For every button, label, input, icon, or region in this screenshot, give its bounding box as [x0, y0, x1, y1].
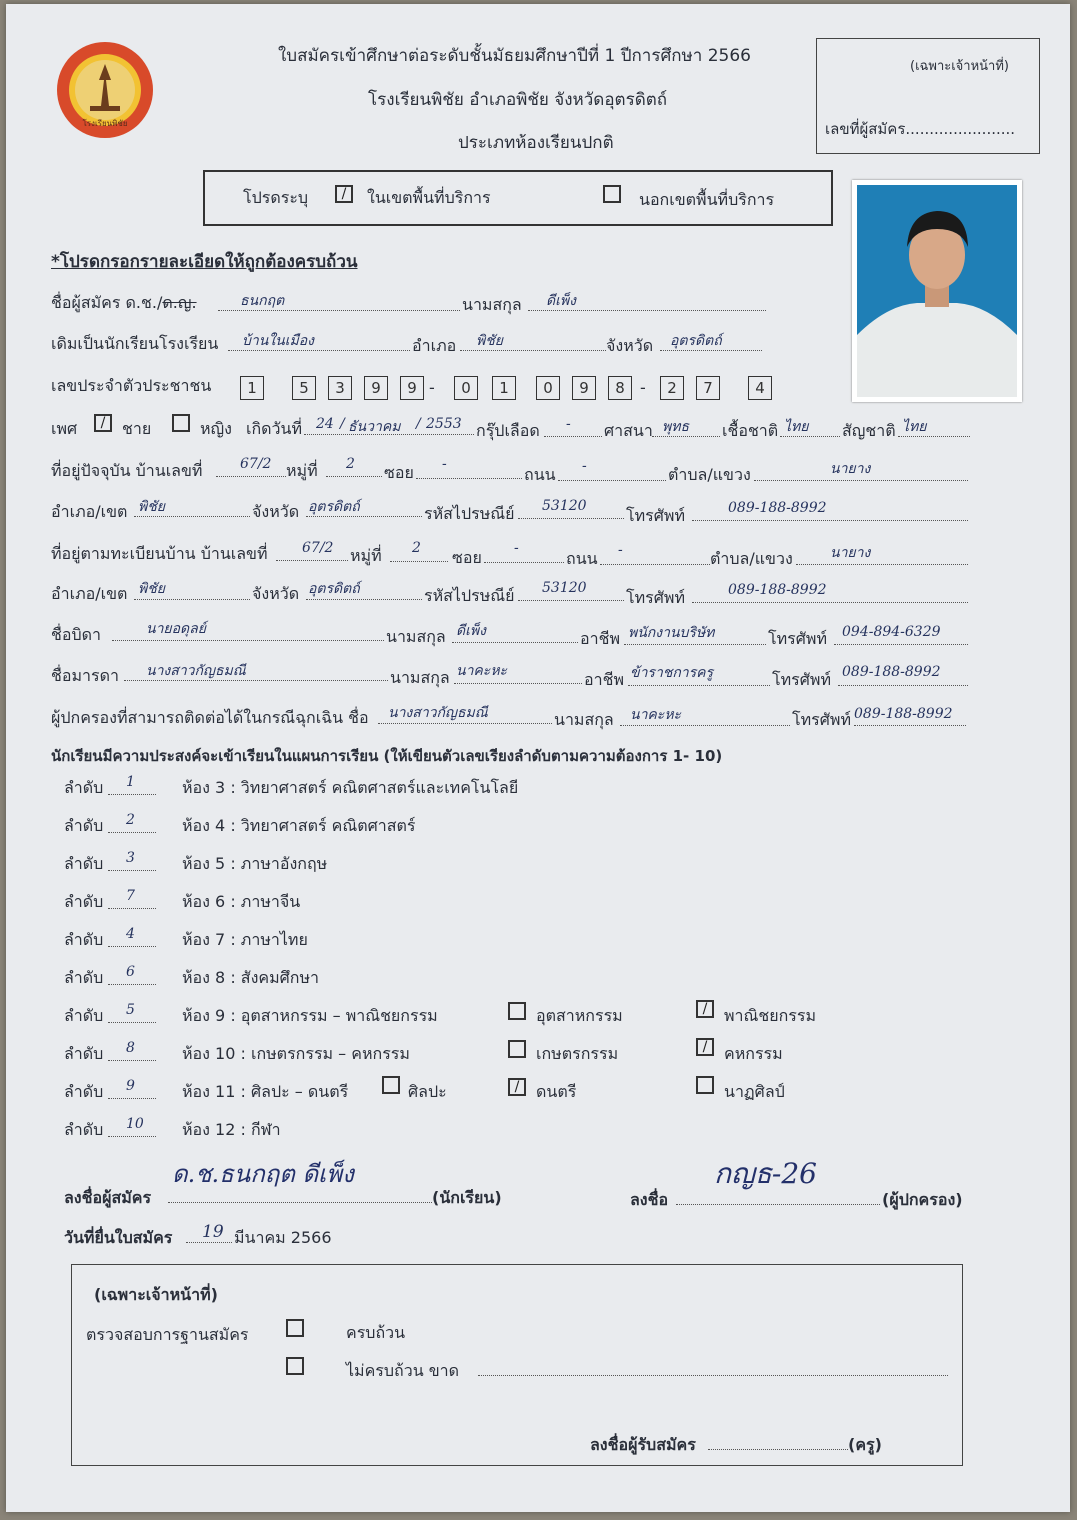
missing-items-line: [478, 1375, 948, 1376]
out-area-checkbox[interactable]: [603, 185, 621, 203]
reg-moo-line: [390, 561, 448, 562]
plan-row: [64, 964, 319, 991]
guardian-phone-value[interactable]: 089-188-8992: [854, 706, 953, 722]
reg-subdistrict-label: ตำบล/แขวง: [710, 549, 793, 568]
id-digit[interactable]: 3: [328, 376, 352, 400]
nationality-label: สัญชาติ: [842, 421, 896, 440]
rank-line: [108, 870, 156, 871]
logo-text: โรงเรียนพิชัย: [82, 119, 128, 128]
surname-value[interactable]: ดีเพ็ง: [546, 293, 576, 309]
female-label: หญิง: [200, 419, 232, 438]
officer-verification-box: [71, 1264, 963, 1466]
registered-address-label: ที่อยู่ตามทะเบียนบ้าน บ้านเลขที่: [51, 544, 268, 563]
prev-school-value[interactable]: บ้านในเมือง: [242, 333, 314, 349]
rank-line: [108, 908, 156, 909]
guardian-signature-label: ลงชื่อ: [630, 1190, 669, 1209]
rank-value[interactable]: 10: [126, 1116, 144, 1132]
rank-value[interactable]: 1: [126, 774, 135, 790]
province-label: จังหวัด: [252, 502, 300, 521]
id-digit[interactable]: 7: [696, 376, 720, 400]
rank-label: ลำดับ: [64, 816, 104, 835]
in-area-label: ในเขตพื้นที่บริการ: [367, 188, 491, 207]
soi-label: ซอย: [384, 463, 414, 482]
room-label: ห้อง 6 : ภาษาจีน: [182, 892, 301, 911]
reg-district-value[interactable]: พิชัย: [138, 581, 165, 597]
id-separator: -: [429, 378, 435, 397]
guardian-phone-label: โทรศัพท์: [792, 710, 851, 729]
school-province-label: จังหวัด: [606, 336, 654, 355]
current-soi-value[interactable]: -: [442, 456, 447, 472]
room-label: ห้อง 7 : ภาษาไทย: [182, 930, 308, 949]
plan-row: [64, 774, 519, 801]
mother-phone-label: โทรศัพท์: [772, 670, 831, 689]
submission-day-line: [186, 1242, 232, 1243]
room-label: ห้อง 12 : กีฬา: [182, 1120, 281, 1139]
room-label: ห้อง 4 : วิทยาศาสตร์ คณิตศาสตร์: [182, 816, 416, 835]
id-digit[interactable]: 9: [364, 376, 388, 400]
current-phone-value[interactable]: 089-188-8992: [728, 500, 827, 516]
rank-value[interactable]: 8: [126, 1040, 135, 1056]
plan-row: [64, 812, 416, 839]
reg-phone-line: [692, 602, 968, 603]
id-digit[interactable]: 4: [748, 376, 772, 400]
father-phone-label: โทรศัพท์: [768, 629, 827, 648]
rank-label: ลำดับ: [64, 1044, 104, 1063]
incomplete-label: ไม่ครบถ้วน ขาด: [346, 1361, 460, 1380]
rank-label: ลำดับ: [64, 968, 104, 987]
guardian-signature-line: [676, 1204, 880, 1205]
reg-house-no-line: [276, 560, 348, 561]
current-postcode-value[interactable]: 53120: [542, 498, 587, 514]
rank-line: [108, 832, 156, 833]
id-digit[interactable]: 2: [660, 376, 684, 400]
moo-label: หมู่ที่: [286, 461, 318, 480]
receiver-signature-line: [708, 1449, 848, 1450]
father-surname-label: นามสกุล: [386, 627, 446, 646]
phone-label: โทรศัพท์: [626, 506, 685, 525]
current-district-value[interactable]: พิชัย: [138, 499, 165, 515]
rank-value[interactable]: 2: [126, 812, 135, 828]
name-prefix-struck: ด.ญ.: [162, 293, 197, 312]
male-label: ชาย: [122, 419, 152, 438]
applicant-photo: [852, 180, 1022, 402]
service-area-selector: [203, 170, 833, 226]
reg-road-label: ถนน: [566, 549, 598, 568]
music-label: ดนตรี: [536, 1082, 577, 1101]
incomplete-checkbox[interactable]: [286, 1357, 304, 1375]
plan-row: [64, 1116, 281, 1143]
dance-checkbox[interactable]: [696, 1076, 714, 1094]
first-name-value[interactable]: ธนกฤต: [240, 293, 285, 309]
current-subdistrict-value[interactable]: นายาง: [830, 461, 871, 477]
house-no-line: [216, 476, 286, 477]
industry-checkbox[interactable]: [508, 1002, 526, 1020]
birth-day-value[interactable]: 24: [316, 416, 334, 432]
room-label: ห้อง 5 : ภาษาอังกฤษ: [182, 854, 328, 873]
mother-occupation-label: อาชีพ: [584, 670, 624, 689]
id-digit[interactable]: 5: [292, 376, 316, 400]
reg-subdistrict-line: [796, 564, 968, 565]
father-occupation-value[interactable]: พนักงานบริษัท: [628, 625, 715, 641]
rank-line: [108, 794, 156, 795]
reg-house-no-value[interactable]: 67/2: [302, 540, 334, 556]
id-digit[interactable]: 0: [536, 376, 560, 400]
mother-surname-value[interactable]: นาคะหะ: [456, 663, 508, 679]
birth-year-value[interactable]: 2553: [426, 416, 462, 432]
school-district-value[interactable]: พิชัย: [476, 333, 503, 349]
officer-section-title: (เฉพาะเจ้าหน้าที่): [94, 1285, 218, 1304]
rank-value[interactable]: 3: [126, 850, 135, 866]
rank-label: ลำดับ: [64, 854, 104, 873]
mother-occupation-value[interactable]: ข้าราชการครู: [630, 665, 714, 681]
name-prefix-label: ชื่อผู้สมัคร ด.ช./: [51, 293, 163, 312]
rank-label: ลำดับ: [64, 1006, 104, 1025]
rank-value[interactable]: 6: [126, 964, 135, 980]
school-district-label: อำเภอ: [412, 336, 457, 355]
plan-row: [64, 926, 308, 953]
guardian-phone-line: [854, 725, 966, 726]
phone-line: [692, 520, 968, 521]
current-province-value[interactable]: อุตรดิตถ์: [308, 499, 360, 515]
industry-label: อุตสาหกรรม: [536, 1006, 623, 1025]
birthdate-label: เกิดวันที่: [246, 419, 303, 438]
id-digit[interactable]: 9: [400, 376, 424, 400]
mother-phone-value[interactable]: 089-188-8992: [842, 664, 941, 680]
room-label: ห้อง 3 : วิทยาศาสตร์ คณิตศาสตร์และเทคโนโลยี: [182, 778, 519, 797]
subdistrict-label: ตำบล/แขวง: [668, 465, 751, 484]
sex-label: เพศ: [51, 419, 78, 438]
officer-use-box: [816, 38, 1040, 154]
reg-phone-label: โทรศัพท์: [626, 588, 685, 607]
complete-label: ครบถ้วน: [346, 1323, 406, 1342]
father-phone-line: [834, 644, 968, 645]
guardian-label: ผู้ปกครองที่สามารถติดต่อได้ในกรณีฉุกเฉิน ชื่อ: [51, 708, 369, 727]
reg-province-value[interactable]: อุตรดิตถ์: [308, 581, 360, 597]
applicant-number-label: เลขที่ผู้สมัคร.......................: [825, 120, 1016, 138]
room-label: ห้อง 8 : สังคมศึกษา: [182, 968, 319, 987]
moo-line: [326, 476, 382, 477]
school-name: โรงเรียนพิชัย อำเภอพิชัย จังหวัดอุตรดิตถ์: [368, 90, 668, 110]
father-phone-value[interactable]: 094-894-6329: [842, 624, 941, 640]
in-area-checkbox[interactable]: /: [335, 185, 353, 203]
guardian-surname-value[interactable]: นาคะหะ: [630, 707, 682, 723]
rank-value[interactable]: 7: [126, 888, 135, 904]
blood-type-label: กรุ๊ปเลือด: [476, 421, 540, 440]
commerce-label: พาณิชยกรรม: [724, 1006, 817, 1025]
father-surname-value[interactable]: ดีเพ็ง: [456, 623, 486, 639]
subdistrict-line: [754, 480, 968, 481]
receiver-signature-label: ลงชื่อผู้รับสมัคร: [590, 1435, 696, 1454]
id-digit[interactable]: 1: [492, 376, 516, 400]
father-name-line: [112, 640, 384, 641]
postcode-label: รหัสไปรษณีย์: [424, 504, 515, 523]
father-surname-line: [452, 642, 578, 643]
art-checkbox[interactable]: [382, 1076, 400, 1094]
current-address-label: ที่อยู่ปัจจุบัน บ้านเลขที่: [51, 461, 203, 480]
id-digit[interactable]: 0: [454, 376, 478, 400]
study-plan-heading: นักเรียนมีความประสงค์จะเข้าเรียนในแผนการเรียน (ให้เขียนตัวเลขเรียงลำดับตามความต้องการ 1- 10): [51, 747, 723, 765]
blood-type-line: [544, 436, 602, 437]
religion-value[interactable]: พุทธ: [662, 419, 690, 435]
area-label: โปรดระบุ: [243, 188, 309, 207]
rank-label: ลำดับ: [64, 1120, 104, 1139]
current-moo-value[interactable]: 2: [346, 456, 355, 472]
reg-soi-value[interactable]: -: [514, 540, 519, 556]
reg-postcode-label: รหัสไปรษณีย์: [424, 586, 515, 605]
mother-name-value[interactable]: นางสาวกัญธมณี: [146, 663, 246, 679]
plan-row: [64, 850, 328, 877]
room-label: ห้อง 11 : ศิลปะ – ดนตรี: [182, 1082, 349, 1101]
school-province-value[interactable]: อุตรดิตถ์: [670, 333, 722, 349]
reg-phone-value[interactable]: 089-188-8992: [728, 582, 827, 598]
ethnicity-value[interactable]: ไทย: [784, 419, 809, 435]
reg-road-line: [600, 564, 710, 565]
class-type: ประเภทห้องเรียนปกติ: [458, 133, 614, 153]
rank-line: [108, 946, 156, 947]
guardian-name-value[interactable]: นางสาวกัญธมณี: [388, 705, 488, 721]
applicant-role: (นักเรียน): [432, 1188, 502, 1207]
out-area-label: นอกเขตพื้นที่บริการ: [639, 190, 775, 209]
art-label: ศิลปะ: [408, 1082, 447, 1101]
music-checkbox[interactable]: /: [508, 1078, 526, 1096]
reg-moo-label: หมู่ที่: [350, 546, 382, 565]
reg-subdistrict-value[interactable]: นายาง: [830, 545, 871, 561]
id-digit[interactable]: 9: [572, 376, 596, 400]
ethnicity-label: เชื้อชาติ: [722, 421, 779, 440]
agriculture-label: เกษตรกรรม: [536, 1044, 619, 1063]
room-label: ห้อง 10 : เกษตรกรรม – คหกรรม: [182, 1044, 410, 1063]
rank-label: ลำดับ: [64, 930, 104, 949]
student-portrait-icon: [857, 185, 1017, 397]
rank-line: [108, 984, 156, 985]
mother-occupation-line: [628, 685, 770, 686]
school-logo: [54, 40, 156, 140]
nationality-value[interactable]: ไทย: [902, 419, 927, 435]
mother-label: ชื่อมารดา: [51, 666, 119, 685]
father-occupation-line: [624, 644, 766, 645]
id-digit[interactable]: 1: [240, 376, 264, 400]
mother-surname-line: [454, 683, 582, 684]
submission-date-label: วันที่ยื่นใบสมัคร: [64, 1228, 173, 1247]
applicant-signature-line: [168, 1202, 432, 1203]
reg-postcode-value[interactable]: 53120: [542, 580, 587, 596]
reg-road-value[interactable]: -: [618, 542, 623, 558]
date-slash: /: [340, 416, 345, 432]
current-road-value[interactable]: -: [582, 458, 587, 474]
applicant-signature[interactable]: ด.ช.ธนกฤต ดีเพ็ง: [172, 1160, 354, 1188]
submission-day-value[interactable]: 19: [202, 1222, 224, 1242]
rank-value[interactable]: 9: [126, 1078, 135, 1094]
complete-checkbox[interactable]: [286, 1319, 304, 1337]
religion-label: ศาสนา: [604, 421, 653, 440]
blood-type-value[interactable]: -: [566, 416, 571, 432]
district-label: อำเภอ/เขต: [51, 502, 128, 521]
application-form: [6, 4, 1070, 1512]
mother-phone-line: [838, 685, 968, 686]
rank-label: ลำดับ: [64, 1082, 104, 1101]
home-economics-checkbox[interactable]: /: [696, 1038, 714, 1056]
reg-soi-label: ซอย: [452, 548, 482, 567]
surname-label: นามสกุล: [462, 295, 522, 314]
reg-postcode-line: [518, 600, 624, 601]
rank-line: [108, 1136, 156, 1137]
plan-row: [64, 1002, 438, 1029]
plan-row: [64, 1040, 410, 1067]
reg-district-label: อำเภอ/เขต: [51, 584, 128, 603]
rank-line: [108, 1022, 156, 1023]
prev-school-label: เดิมเป็นนักเรียนโรงเรียน: [51, 334, 219, 353]
plan-row: [64, 1078, 349, 1105]
reg-province-label: จังหวัด: [252, 584, 300, 603]
dance-label: นาฏศิลป์: [724, 1082, 785, 1101]
father-occupation-label: อาชีพ: [580, 629, 620, 648]
father-label: ชื่อบิดา: [51, 625, 101, 644]
room-label: ห้อง 9 : อุตสาหกรรม – พาณิชยกรรม: [182, 1006, 438, 1025]
female-checkbox[interactable]: [172, 414, 190, 432]
current-house-no-value[interactable]: 67/2: [240, 456, 272, 472]
form-title: ใบสมัครเข้าศึกษาต่อระดับชั้นมัธยมศึกษาปีที่ 1 ปีการศึกษา 2566: [278, 46, 751, 66]
rank-value[interactable]: 4: [126, 926, 135, 942]
road-label: ถนน: [524, 465, 556, 484]
agriculture-checkbox[interactable]: [508, 1040, 526, 1058]
officer-box-title: (เฉพาะเจ้าหน้าที่): [910, 59, 1009, 74]
rank-line: [108, 1060, 156, 1061]
applicant-signature-label: ลงชื่อผู้สมัคร: [64, 1188, 152, 1207]
mother-surname-label: นามสกุล: [390, 668, 450, 687]
document-check-label: ตรวจสอบการฐานสมัคร: [86, 1325, 249, 1344]
instruction-text: *โปรดกรอกรายละเอียดให้ถูกต้องครบถ้วน: [51, 252, 358, 272]
national-id-label: เลขประจำตัวประชาชน: [51, 376, 212, 395]
birth-month-value[interactable]: ธันวาคม: [348, 419, 401, 435]
applicant-name-label: [51, 291, 197, 316]
receiver-role: (ครู): [848, 1435, 882, 1454]
submission-month-year: มีนาคม 2566: [234, 1228, 332, 1247]
male-checkbox[interactable]: /: [94, 414, 112, 432]
rank-label: ลำดับ: [64, 892, 104, 911]
postcode-line: [518, 518, 624, 519]
id-separator: -: [640, 378, 646, 397]
reg-moo-value[interactable]: 2: [412, 540, 421, 556]
plan-row: [64, 888, 301, 915]
id-digit[interactable]: 8: [608, 376, 632, 400]
guardian-role: (ผู้ปกครอง): [882, 1190, 963, 1209]
father-name-value[interactable]: นายอดุลย์: [146, 621, 206, 637]
reg-soi-line: [484, 562, 564, 563]
home-economics-label: คหกรรม: [724, 1044, 783, 1063]
date-slash: /: [416, 416, 421, 432]
soi-line: [416, 478, 522, 479]
rank-value[interactable]: 5: [126, 1002, 135, 1018]
guardian-surname-label: นามสกุล: [554, 710, 614, 729]
rank-label: ลำดับ: [64, 778, 104, 797]
commerce-checkbox[interactable]: /: [696, 1000, 714, 1018]
road-line: [558, 480, 666, 481]
guardian-signature[interactable]: กญธ-26: [714, 1157, 817, 1190]
rank-line: [108, 1098, 156, 1099]
